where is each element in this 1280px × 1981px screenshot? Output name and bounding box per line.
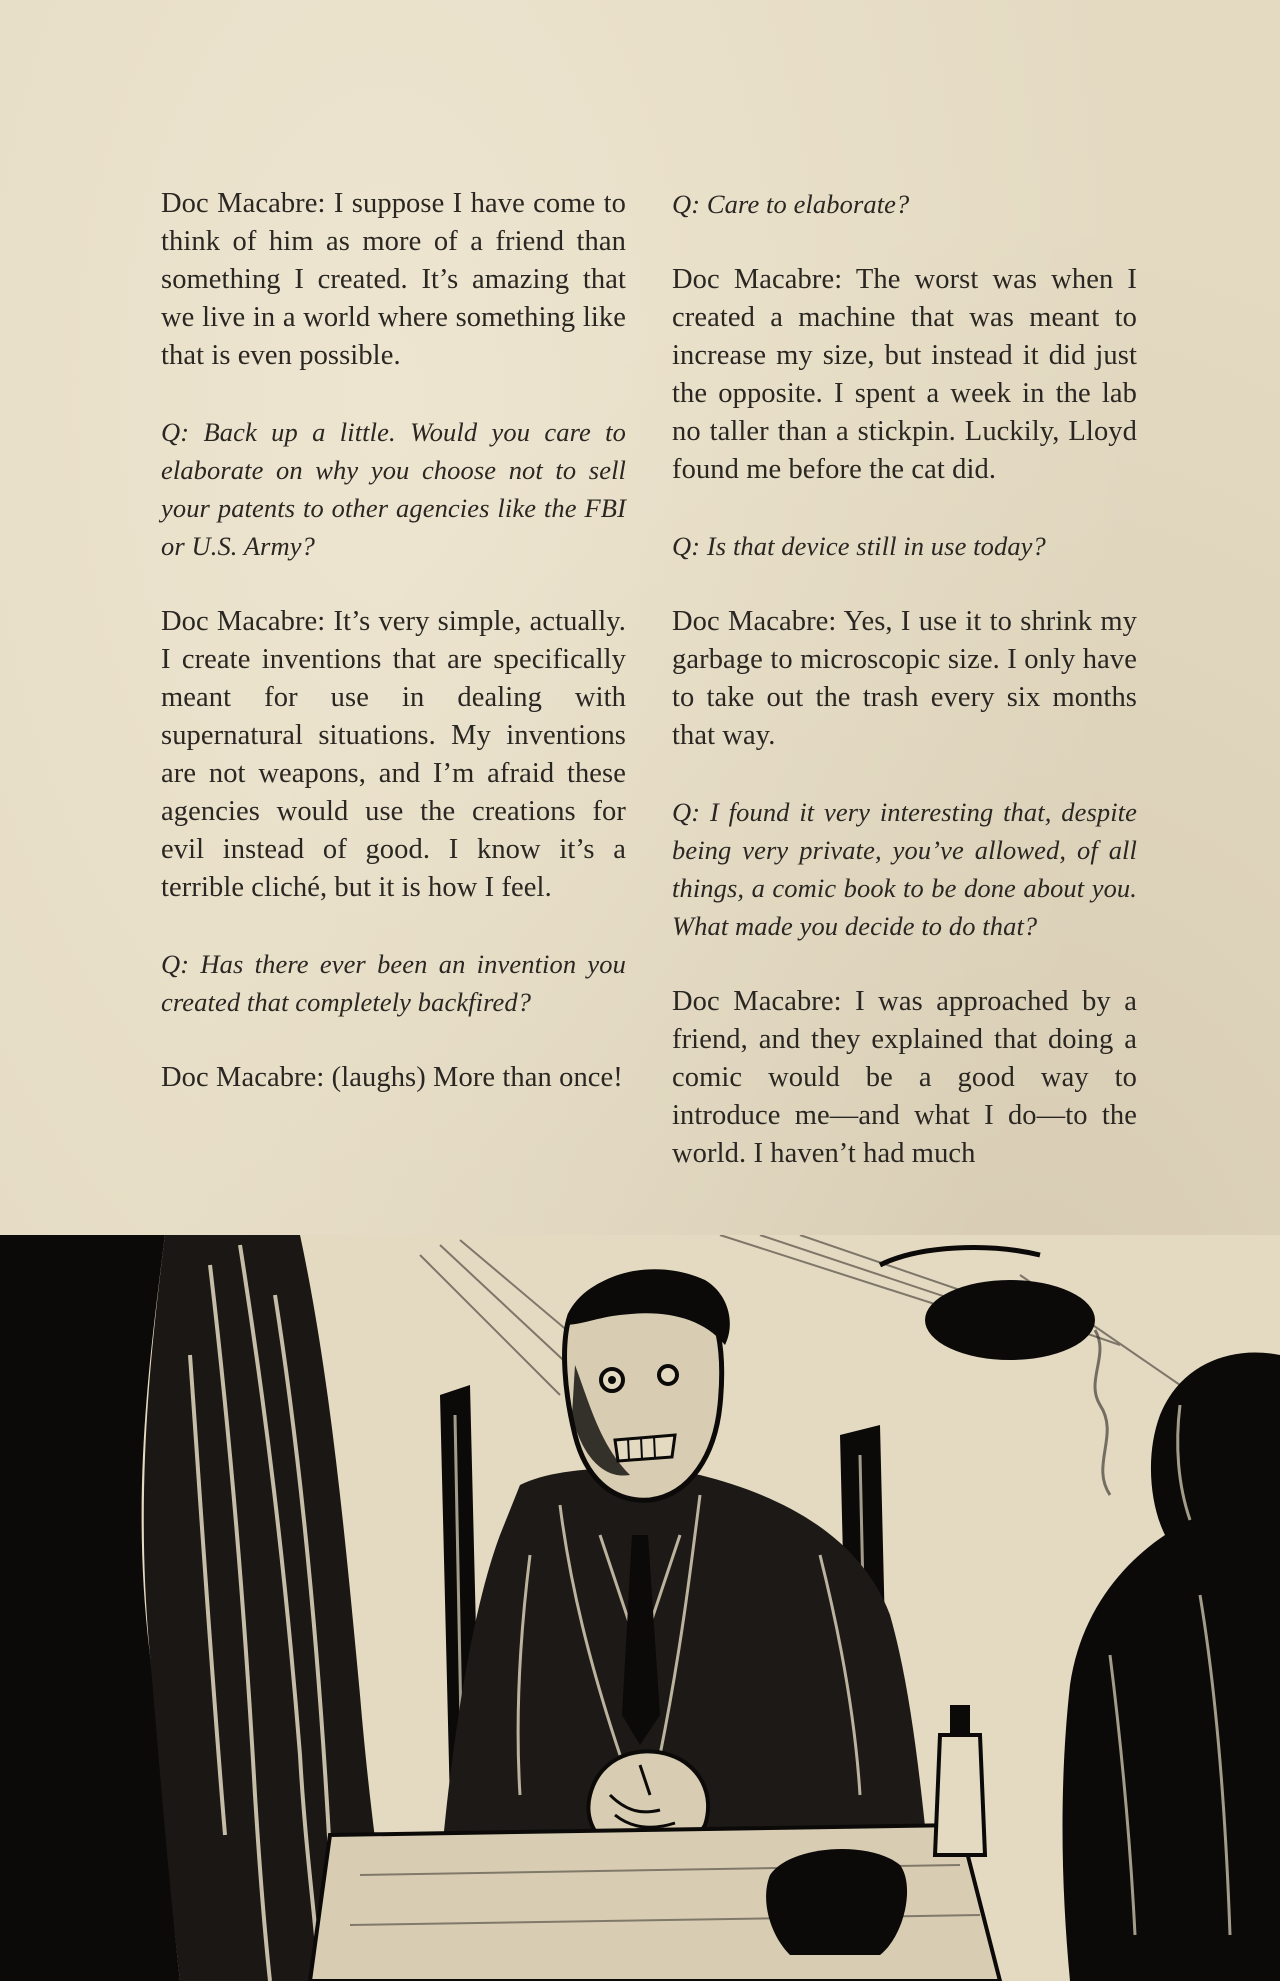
question-paragraph: Q: Care to elaborate?	[672, 189, 910, 219]
answer-paragraph: Doc Macabre: I suppose I have come to think of him as more of a friend than something I created. It’s amazing that we live in a world where something like that is even possible.	[161, 188, 626, 371]
question-paragraph: Q: I found it very interesting that, despite being very private, you’ve allowed, of all things, a comic book to be done about you. What made you decide to do that?	[672, 797, 1137, 941]
answer-paragraph: Doc Macabre: (laughs) More than once!	[161, 1062, 623, 1093]
answer-paragraph: Doc Macabre: It’s very simple, actually. I create inventions that are specifically meant for use in dealing with supernatural situations. My inventions are not weapons, and I’m afraid these agencies would use the creations for evil instead of good. I know it’s a terrible cliché, but it is how I feel.	[161, 606, 626, 903]
eye-right	[659, 1366, 677, 1384]
answer-paragraph: Doc Macabre: I was approached by a friend, and they explained that doing a comic would be a good way to introduce me—and what I do—to the world. I haven’t had much	[672, 986, 1137, 1169]
comic-illustration	[0, 1235, 1280, 1981]
question-paragraph: Q: Is that device still in use today?	[672, 531, 1046, 561]
interview-column-left	[161, 185, 626, 1097]
answer-paragraph: Doc Macabre: Yes, I use it to shrink my garbage to microscopic size. I only have to take out the trash every six months that way.	[672, 606, 1137, 751]
answer-paragraph: Doc Macabre: The worst was when I created a machine that was meant to increase my size, but instead it did just the opposite. I spent a week in the lab no taller than a stickpin. Luckily, Lloyd found me before the cat did.	[672, 264, 1137, 485]
question-paragraph: Q: Back up a little. Would you care to elaborate on why you choose not to sell your patents to other agencies like the FBI or U.S. Army?	[161, 417, 626, 561]
bottle	[935, 1735, 985, 1855]
interview-column-right	[672, 185, 1137, 1173]
teeth	[615, 1435, 675, 1461]
telephone	[766, 1849, 907, 1955]
hanging-lamp	[925, 1280, 1095, 1360]
question-paragraph: Q: Has there ever been an invention you created that completely backfired?	[161, 949, 626, 1017]
